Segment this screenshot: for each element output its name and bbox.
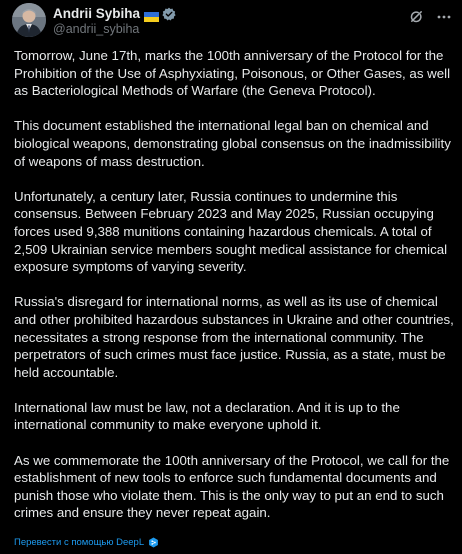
- avatar-image: [12, 3, 46, 37]
- post-header: [12, 3, 452, 39]
- translate-row: [14, 537, 159, 548]
- translate-link[interactable]: Перевести с помощью DeepL: [14, 537, 145, 548]
- verified-badge-icon[interactable]: [162, 7, 176, 21]
- ukraine-flag-icon: [144, 9, 159, 19]
- avatar[interactable]: [12, 3, 46, 37]
- post-paragraph: Russia's disregard for international norms, as well as its use of chemical and other prohibited hazardous substances in Ukraine and other countries, necessitates a strong response from the international community. The perpetrators of such crimes must face justice. Russia, as a state, must be held accountable.: [14, 294, 454, 380]
- grok-icon[interactable]: [408, 8, 425, 25]
- post-paragraph: Tomorrow, June 17th, marks the 100th anniversary of the Protocol for the Prohibition of the Use of Asphyxiating, Poisonous, or Other Gases, as well as Bacteriological Methods of Warfare (the Geneva Protocol).: [14, 48, 451, 99]
- author-name[interactable]: Andrii Sybiha: [53, 6, 141, 21]
- more-icon[interactable]: [435, 8, 452, 25]
- author-info: [53, 5, 176, 36]
- post-text: [14, 47, 454, 522]
- post-paragraph: International law must be law, not a declaration. And it is up to the international community to make everyone uphold it.: [14, 399, 400, 433]
- header-actions: [408, 8, 452, 25]
- post-paragraph: This document established the international legal ban on chemical and biological weapons, demonstrating global consensus on the inadmissibility of weapons of mass destruction.: [14, 118, 451, 169]
- deepl-icon: [148, 537, 159, 548]
- name-row: [53, 5, 176, 22]
- post-paragraph: Unfortunately, a century later, Russia continues to undermine this consensus. Between February 2023 and May 2025, Russian occupying forces used 9,388 munitions containing hazardous chemicals. A total of 2,509 Ukrainian service members sought medical assistance for chemical exposure symptoms of varying severity.: [14, 188, 448, 275]
- author-handle[interactable]: @andrii_sybiha: [53, 22, 140, 36]
- post-paragraph: As we commemorate the 100th anniversary of the Protocol, we call for the establishment of new tools to enforce such fundamental documents and punish those who violate them. This is the only way to put an end to such crimes and ensure they never repeat again.: [14, 452, 450, 521]
